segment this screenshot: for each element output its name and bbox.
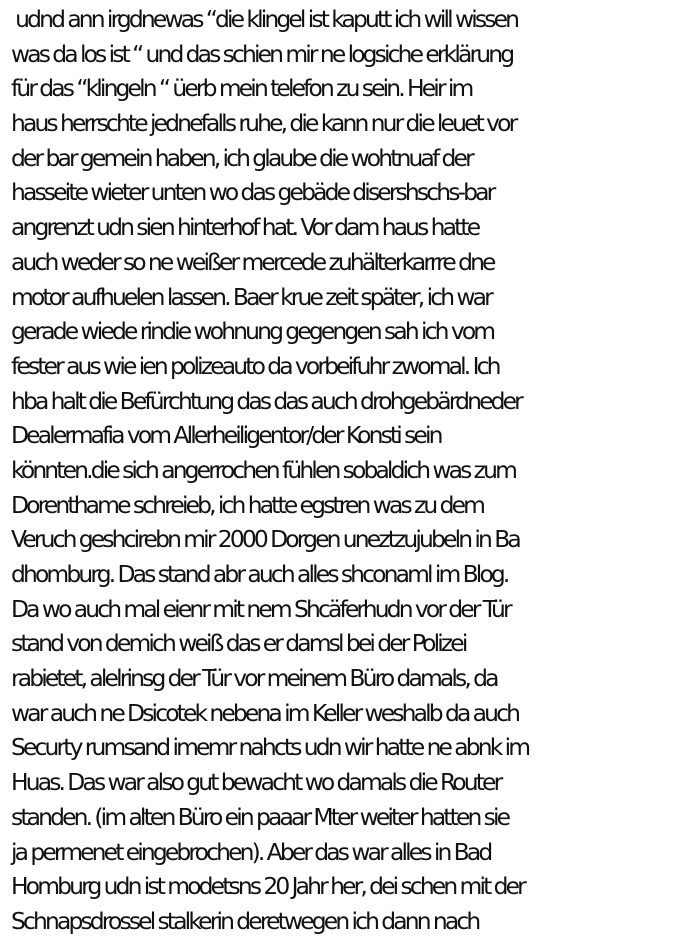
text-line: gerade wiede rindie wohnung gegengen sah ich vom: [11, 317, 494, 346]
text-line: Veruch geshcirebn mir 2000 Dorgen uneztzujubeln in Ba: [11, 525, 519, 554]
text-line: standen. (im alten Büro ein paaar Mter weiter hatten sie: [11, 802, 509, 831]
text-line: rabietet, alelrinsg der Tür vor meinem Büro damals, da: [11, 664, 497, 693]
text-line: was da los ist “ und das schien mir ne logsiche erklärung: [11, 39, 513, 68]
text-line: Homburg udn ist modetsns 20 Jahr her, dei schen mit der: [11, 872, 524, 901]
text-line: udnd ann irgdnewas “die klingel ist kaputt ich will wissen: [11, 5, 518, 33]
text-line: Huas. Das war also gut bewacht wo damals die Router: [11, 768, 501, 797]
text-line: ja permenet eingebrochen). Aber das war alles in Bad: [11, 837, 491, 866]
text-line: könnten.die sich angerrochen fühlen sobaldich was zum: [11, 455, 516, 484]
text-line: hba halt die Befürchtung das das auch drohgebärdneder: [11, 386, 521, 415]
body-text: [11, 2, 683, 939]
text-line: dhomburg. Das stand abr auch alles shconaml im Blog.: [11, 560, 508, 588]
text-line: auch weder so ne weißer mercede zuhälterkarrre dne: [11, 247, 494, 276]
text-line: haus herrschte jednefalls ruhe, die kann nur die leuet vor: [11, 109, 516, 138]
text-line: fester aus wie ien polizeauto da vorbeifuhr zwomal. Ich: [11, 351, 499, 380]
text-line: Securty rumsand imemr nahcts udn wir hatte ne abnk im: [11, 733, 529, 762]
text-line: für das “klingeln “ üerb mein telefon zu sein. Heir im: [11, 74, 472, 103]
text-line: Dealermafia vom Allerheiligentor/der Konsti sein: [11, 421, 441, 450]
text-line: stand von demich weiß das er damsl bei der Polizei: [11, 629, 466, 658]
text-line: der bar gemein haben, ich glaube die wohtnuaf der: [11, 143, 472, 172]
text-line: Schnapsdrossel stalkerin deretwegen ich dann nach: [11, 906, 479, 935]
text-line: motor aufhuelen lassen. Baer krue zeit später, ich war: [11, 282, 491, 311]
text-line: Dorenthame schreieb, ich hatte egstren was zu dem: [11, 490, 484, 519]
text-line: Da wo auch mal eienr mit nem Shcäferhudn vor der Tür: [11, 594, 510, 623]
text-line: angrenzt udn sien hinterhof hat. Vor dam haus hatte: [11, 213, 479, 242]
text-line: war auch ne Dsicotek nebena im Keller weshalb da auch: [11, 698, 519, 727]
text-line: hasseite wieter unten wo das gebäde disershschs-bar: [11, 178, 494, 207]
